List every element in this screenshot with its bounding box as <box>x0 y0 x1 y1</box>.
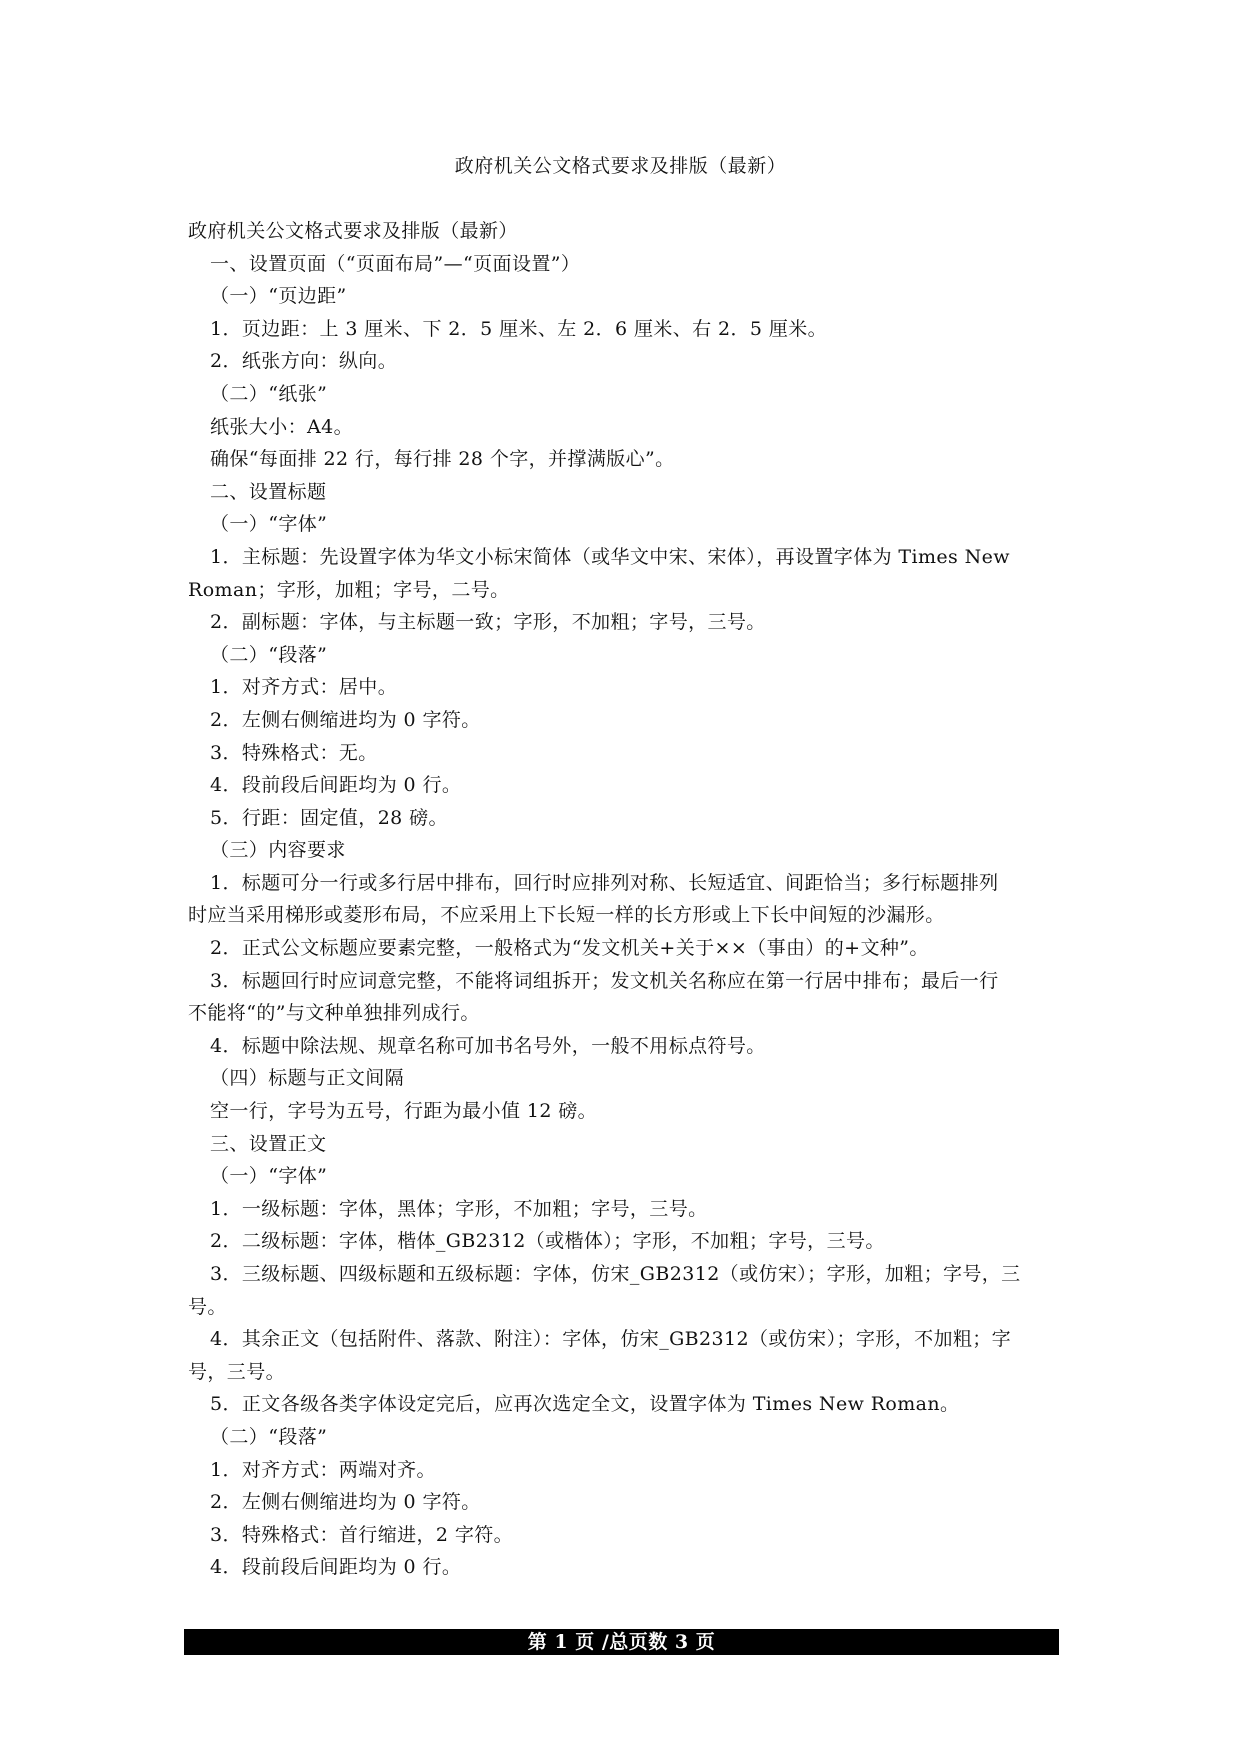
body-line: 4．标题中除法规、规章名称可加书名号外，一般不用标点符号。 <box>210 1034 766 1057</box>
body-line: 5．行距：固定值，28 磅。 <box>210 806 448 829</box>
body-line: 政府机关公文格式要求及排版（最新） <box>188 220 518 242</box>
body-line: （二）“段落” <box>210 643 328 666</box>
body-line: Roman；字形，加粗；字号，二号。 <box>188 578 510 601</box>
body-line: 号。 <box>188 1295 227 1318</box>
body-line: 1．对齐方式：两端对齐。 <box>210 1458 436 1481</box>
body-line: 2．正式公文标题应要素完整，一般格式为“发文机关+关于××（事由）的+文种”。 <box>210 937 929 960</box>
body-line: 1．一级标题：字体，黑体；字形，不加粗；字号，三号。 <box>210 1197 708 1220</box>
body-line: 时应当采用梯形或菱形布局，不应采用上下长短一样的长方形或上下长中间短的沙漏形。 <box>188 904 945 927</box>
body-line: 一、设置页面（“页面布局”—“页面设置”） <box>210 252 581 275</box>
body-line: 4．其余正文（包括附件、落款、附注）：字体，仿宋_GB2312（或仿宋）；字形，不加粗；字 <box>210 1328 1012 1351</box>
body-line: 1．对齐方式：居中。 <box>210 676 398 699</box>
body-line: 1．页边距：上 3 厘米、下 2．5 厘米、左 2．6 厘米、右 2．5 厘米。 <box>210 317 828 340</box>
body-line: 3．特殊格式：无。 <box>210 741 378 764</box>
body-line: （一）“字体” <box>210 513 328 536</box>
body-line: 空一行，字号为五号，行距为最小值 12 磅。 <box>210 1100 598 1123</box>
body-line: 4．段前段后间距均为 0 行。 <box>210 1556 462 1579</box>
body-line: 二、设置标题 <box>210 480 327 503</box>
body-line: 三、设置正文 <box>210 1132 327 1155</box>
page-footer: 第 1 页 /总页数 3 页 <box>184 1629 1059 1655</box>
body-line: （二）“纸张” <box>210 382 328 405</box>
body-line: 2．纸张方向：纵向。 <box>210 350 398 373</box>
page-title: 政府机关公文格式要求及排版（最新） <box>454 155 787 177</box>
body-line: （四）标题与正文间隔 <box>210 1067 405 1090</box>
body-line: 3．特殊格式：首行缩进，2 字符。 <box>210 1523 514 1546</box>
body-line: 3．标题回行时应词意完整，不能将词组拆开；发文机关名称应在第一行居中排布；最后一行 <box>210 969 999 992</box>
body-line: 3．三级标题、四级标题和五级标题：字体，仿宋_GB2312（或仿宋）；字形，加粗；字号，三 <box>210 1263 1021 1285</box>
body-line: 不能将“的”与文种单独排列成行。 <box>188 1002 480 1025</box>
body-line: 2．二级标题：字体，楷体_GB2312（或楷体）；字形，不加粗；字号，三号。 <box>210 1230 885 1253</box>
body-line: （一）“字体” <box>210 1165 328 1188</box>
body-line: 确保“每面排 22 行，每行排 28 个字，并撑满版心”。 <box>210 448 675 471</box>
body-line: 2．副标题：字体，与主标题一致；字形，不加粗；字号，三号。 <box>210 611 766 634</box>
body-line: 号，三号。 <box>188 1360 286 1383</box>
document-body <box>188 215 1060 1584</box>
body-line: （三）内容要求 <box>210 839 346 862</box>
body-line: 纸张大小：A4。 <box>210 415 354 438</box>
body-line: （二）“段落” <box>210 1425 328 1448</box>
body-line: 5．正文各级各类字体设定完后，应再次选定全文，设置字体为 Times New Roman。 <box>210 1393 960 1416</box>
body-line: 1．标题可分一行或多行居中排布，回行时应排列对称、长短适宜、间距恰当；多行标题排列 <box>210 871 999 894</box>
body-line: （一）“页边距” <box>210 285 347 308</box>
body-line: 2．左侧右侧缩进均为 0 字符。 <box>210 708 481 731</box>
body-line: 2．左侧右侧缩进均为 0 字符。 <box>210 1491 481 1514</box>
body-line: 4．段前段后间距均为 0 行。 <box>210 774 462 797</box>
body-line: 1．主标题：先设置字体为华文小标宋简体（或华文中宋、宋体），再设置字体为 Times New <box>210 545 1010 568</box>
